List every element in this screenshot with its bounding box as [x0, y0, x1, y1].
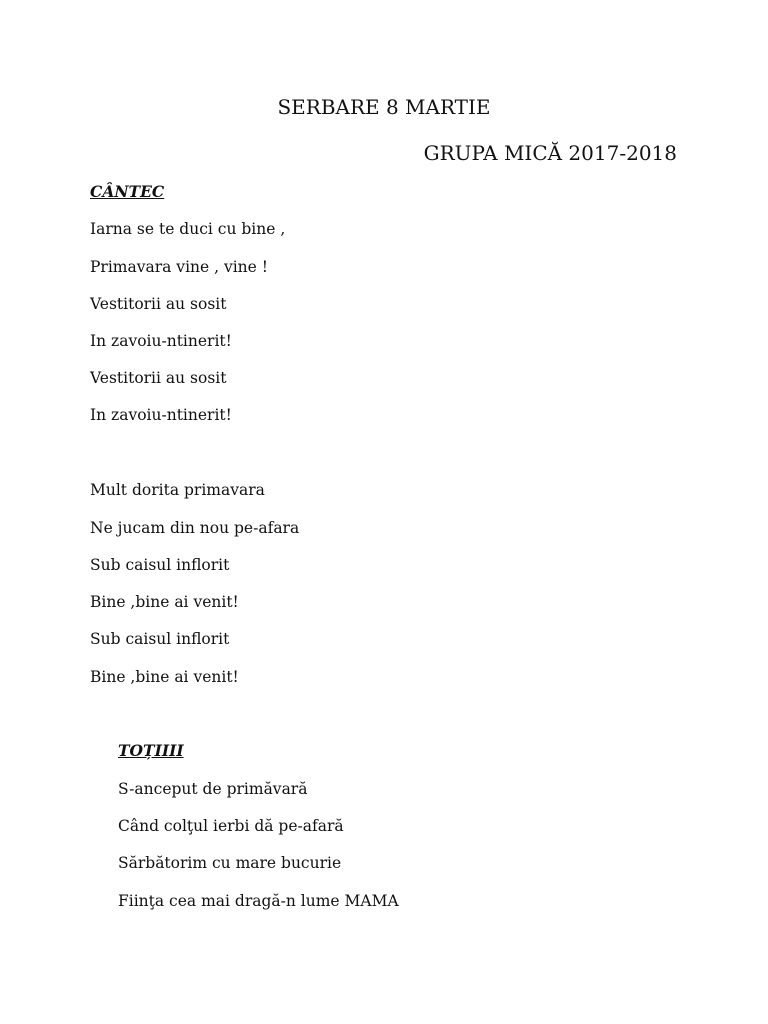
verse-line: S-anceput de primăvară [118, 780, 308, 798]
verse-line: Vestitorii au sosit [90, 295, 227, 313]
verse-line: In zavoiu-ntinerit! [90, 406, 232, 424]
verse-line: Bine ,bine ai venit! [90, 668, 239, 686]
verse-line: Primavara vine , vine ! [90, 258, 268, 276]
document-subtitle: GRUPA MICĂ 2017-2018 [423, 141, 677, 165]
verse-line: Fiinţa cea mai dragă-n lume MAMA [118, 892, 399, 910]
document-title: SERBARE 8 MARTIE [277, 95, 491, 119]
verse-line: Sărbătorim cu mare bucurie [118, 854, 342, 872]
verse-line: Iarna se te duci cu bine , [90, 220, 286, 238]
verse-line: Când colţul ierbi dă pe-afară [118, 817, 344, 835]
verse-line: In zavoiu-ntinerit! [90, 332, 232, 350]
verse-line: Mult dorita primavara [90, 481, 265, 499]
song-heading: CÂNTEC [90, 182, 165, 201]
all-heading: TOȚIIII [118, 741, 184, 760]
verse-line: Ne jucam din nou pe-afara [90, 519, 300, 537]
verse-line: Sub caisul inflorit [90, 556, 230, 574]
verse-line: Bine ,bine ai venit! [90, 593, 239, 611]
verse-line: Vestitorii au sosit [90, 369, 227, 387]
verse-line: Sub caisul inflorit [90, 630, 230, 648]
